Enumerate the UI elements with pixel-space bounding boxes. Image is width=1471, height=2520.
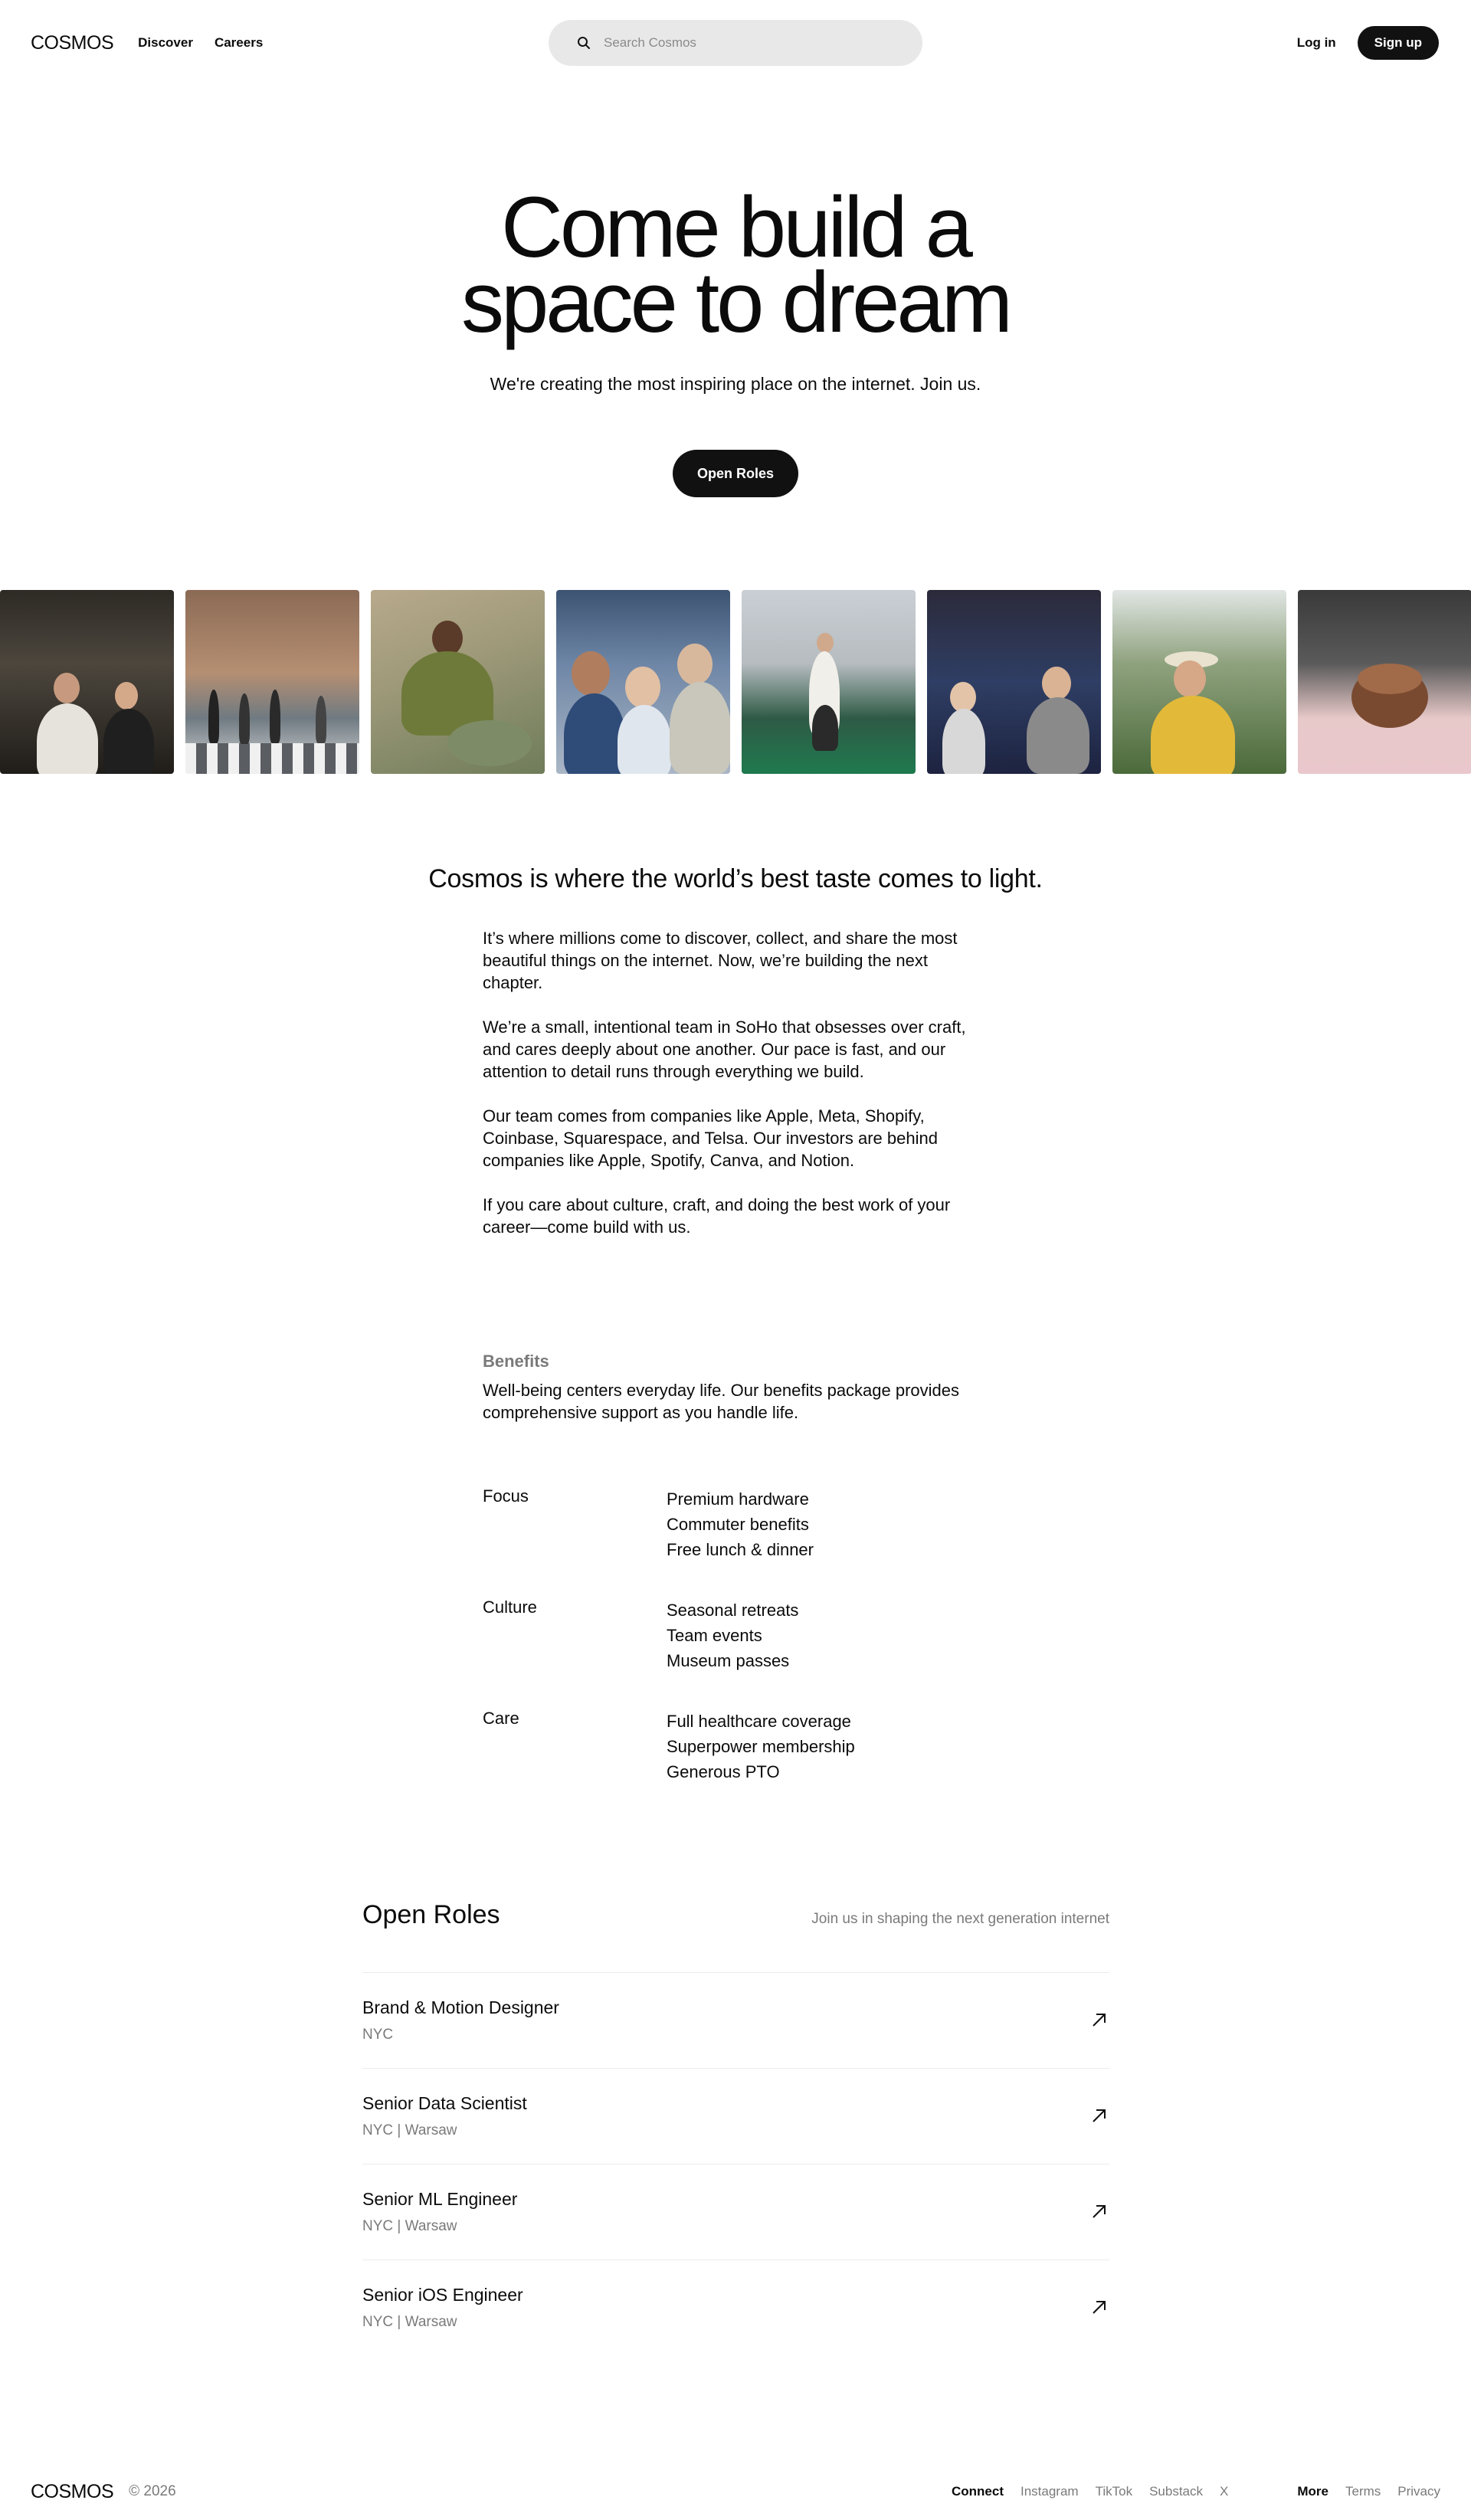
arrow-up-right-icon bbox=[1089, 2010, 1109, 2030]
role-item[interactable] bbox=[362, 2164, 1109, 2259]
role-location: NYC | Warsaw bbox=[362, 2314, 457, 2330]
signup-button[interactable]: Sign up bbox=[1358, 26, 1439, 60]
photo-party bbox=[927, 590, 1101, 774]
benefit-item: Commuter benefits bbox=[667, 1515, 809, 1534]
search-input[interactable] bbox=[604, 35, 895, 51]
footer-copyright: © 2026 bbox=[129, 2483, 176, 2499]
intro-paragraph: We’re a small, intentional team in SoHo that obsesses over craft, and cares deeply about one another. Our pace is fast, and our attention to detail runs through everything we build. bbox=[483, 1018, 966, 1081]
role-title: Brand & Motion Designer bbox=[362, 1997, 559, 2017]
site-footer bbox=[31, 2476, 1440, 2507]
footer-link-instagram[interactable]: Instagram bbox=[1020, 2484, 1079, 2499]
arrow-up-right-icon bbox=[1089, 2105, 1109, 2125]
roles-tagline: Join us in shaping the next generation internet bbox=[811, 1911, 1109, 1927]
photo-strip bbox=[0, 590, 1471, 774]
benefit-item: Premium hardware bbox=[667, 1489, 809, 1509]
photo-team-street bbox=[0, 590, 174, 774]
role-location: NYC bbox=[362, 2027, 394, 2043]
photo-crosswalk bbox=[185, 590, 359, 774]
role-title: Senior ML Engineer bbox=[362, 2189, 518, 2209]
role-item[interactable] bbox=[362, 2068, 1109, 2164]
photo-gardening bbox=[371, 590, 545, 774]
photo-cake bbox=[1298, 590, 1471, 774]
benefit-items bbox=[667, 1709, 855, 1784]
benefit-category: Culture bbox=[483, 1598, 537, 1617]
hero-title-line-1: Come build a bbox=[501, 179, 970, 275]
intro-title: Cosmos is where the world’s best taste comes to light. bbox=[428, 864, 1043, 893]
role-location: NYC | Warsaw bbox=[362, 2218, 457, 2234]
benefits-label: Benefits bbox=[483, 1352, 549, 1371]
benefit-item: Team events bbox=[667, 1626, 762, 1645]
login-link[interactable]: Log in bbox=[1296, 35, 1336, 50]
intro-paragraph: If you care about culture, craft, and doing the best work of your career—come build with us. bbox=[483, 1195, 951, 1237]
intro-paragraph: It’s where millions come to discover, collect, and share the most beautiful things on the internet. Now, we’re building the next chapter. bbox=[483, 929, 958, 992]
site-header bbox=[0, 0, 1471, 86]
footer-links bbox=[883, 2484, 1440, 2499]
arrow-up-right-icon bbox=[1089, 2201, 1109, 2221]
main-nav bbox=[138, 35, 263, 51]
benefit-item: Seasonal retreats bbox=[667, 1601, 799, 1620]
benefit-group-care bbox=[483, 1709, 1019, 1784]
photo-garden-hat bbox=[1112, 590, 1286, 774]
benefit-group-culture bbox=[483, 1598, 1019, 1673]
benefit-items bbox=[667, 1486, 814, 1562]
search-icon bbox=[576, 35, 591, 51]
photo-group-selfie bbox=[556, 590, 730, 774]
arrow-up-right-icon bbox=[1089, 2297, 1109, 2317]
hero-subtitle: We're creating the most inspiring place on the internet. Join us. bbox=[490, 374, 981, 394]
roles-header bbox=[362, 1900, 1109, 1930]
benefit-group-focus bbox=[483, 1486, 1019, 1562]
photo-golf-range bbox=[742, 590, 916, 774]
hero-title-line-2: space to dream bbox=[461, 254, 1010, 350]
footer-link-substack[interactable]: Substack bbox=[1149, 2484, 1204, 2499]
intro-paragraph: Our team comes from companies like Apple, Meta, Shopify, Coinbase, Squarespace, and Telsa. Our investors are behind companies like Apple, Spotify, Canva, and Notion. bbox=[483, 1106, 938, 1170]
benefit-items bbox=[667, 1598, 798, 1673]
open-roles-button[interactable]: Open Roles bbox=[673, 450, 798, 497]
auth-actions bbox=[1297, 26, 1439, 60]
role-title: Senior iOS Engineer bbox=[362, 2285, 523, 2305]
role-item[interactable] bbox=[362, 2259, 1109, 2355]
roles-title: Open Roles bbox=[362, 1900, 500, 1929]
hero-title bbox=[0, 179, 1471, 350]
footer-link-terms[interactable]: Terms bbox=[1345, 2484, 1381, 2499]
role-location: NYC | Warsaw bbox=[362, 2122, 457, 2138]
role-item[interactable] bbox=[362, 1972, 1109, 2068]
cosmos-logo[interactable]: COSMOS bbox=[31, 31, 114, 54]
benefits-header bbox=[483, 1352, 988, 1424]
benefit-item: Generous PTO bbox=[667, 1762, 780, 1781]
nav-discover[interactable]: Discover bbox=[138, 35, 193, 50]
nav-careers[interactable]: Careers bbox=[214, 35, 264, 50]
benefit-category: Care bbox=[483, 1709, 519, 1728]
intro-body bbox=[483, 927, 988, 1260]
footer-logo[interactable]: COSMOS bbox=[31, 2480, 114, 2502]
footer-link-privacy[interactable]: Privacy bbox=[1397, 2484, 1440, 2499]
footer-more bbox=[1297, 2484, 1440, 2499]
benefit-item: Full healthcare coverage bbox=[667, 1712, 851, 1731]
footer-connect bbox=[952, 2484, 1228, 2499]
benefit-item: Superpower membership bbox=[667, 1737, 855, 1756]
footer-link-tiktok[interactable]: TikTok bbox=[1095, 2484, 1133, 2499]
footer-more-label: More bbox=[1297, 2484, 1328, 2499]
benefit-item: Museum passes bbox=[667, 1651, 790, 1670]
footer-link-x[interactable]: X bbox=[1220, 2484, 1229, 2499]
search-bar[interactable] bbox=[549, 20, 922, 66]
benefit-item: Free lunch & dinner bbox=[667, 1540, 814, 1559]
benefits-description: Well-being centers everyday life. Our benefits package provides comprehensive support as you handle life. bbox=[483, 1381, 960, 1422]
benefit-category: Focus bbox=[483, 1486, 529, 1506]
roles-list bbox=[362, 1972, 1109, 2355]
role-title: Senior Data Scientist bbox=[362, 2093, 527, 2113]
footer-connect-label: Connect bbox=[951, 2484, 1004, 2499]
